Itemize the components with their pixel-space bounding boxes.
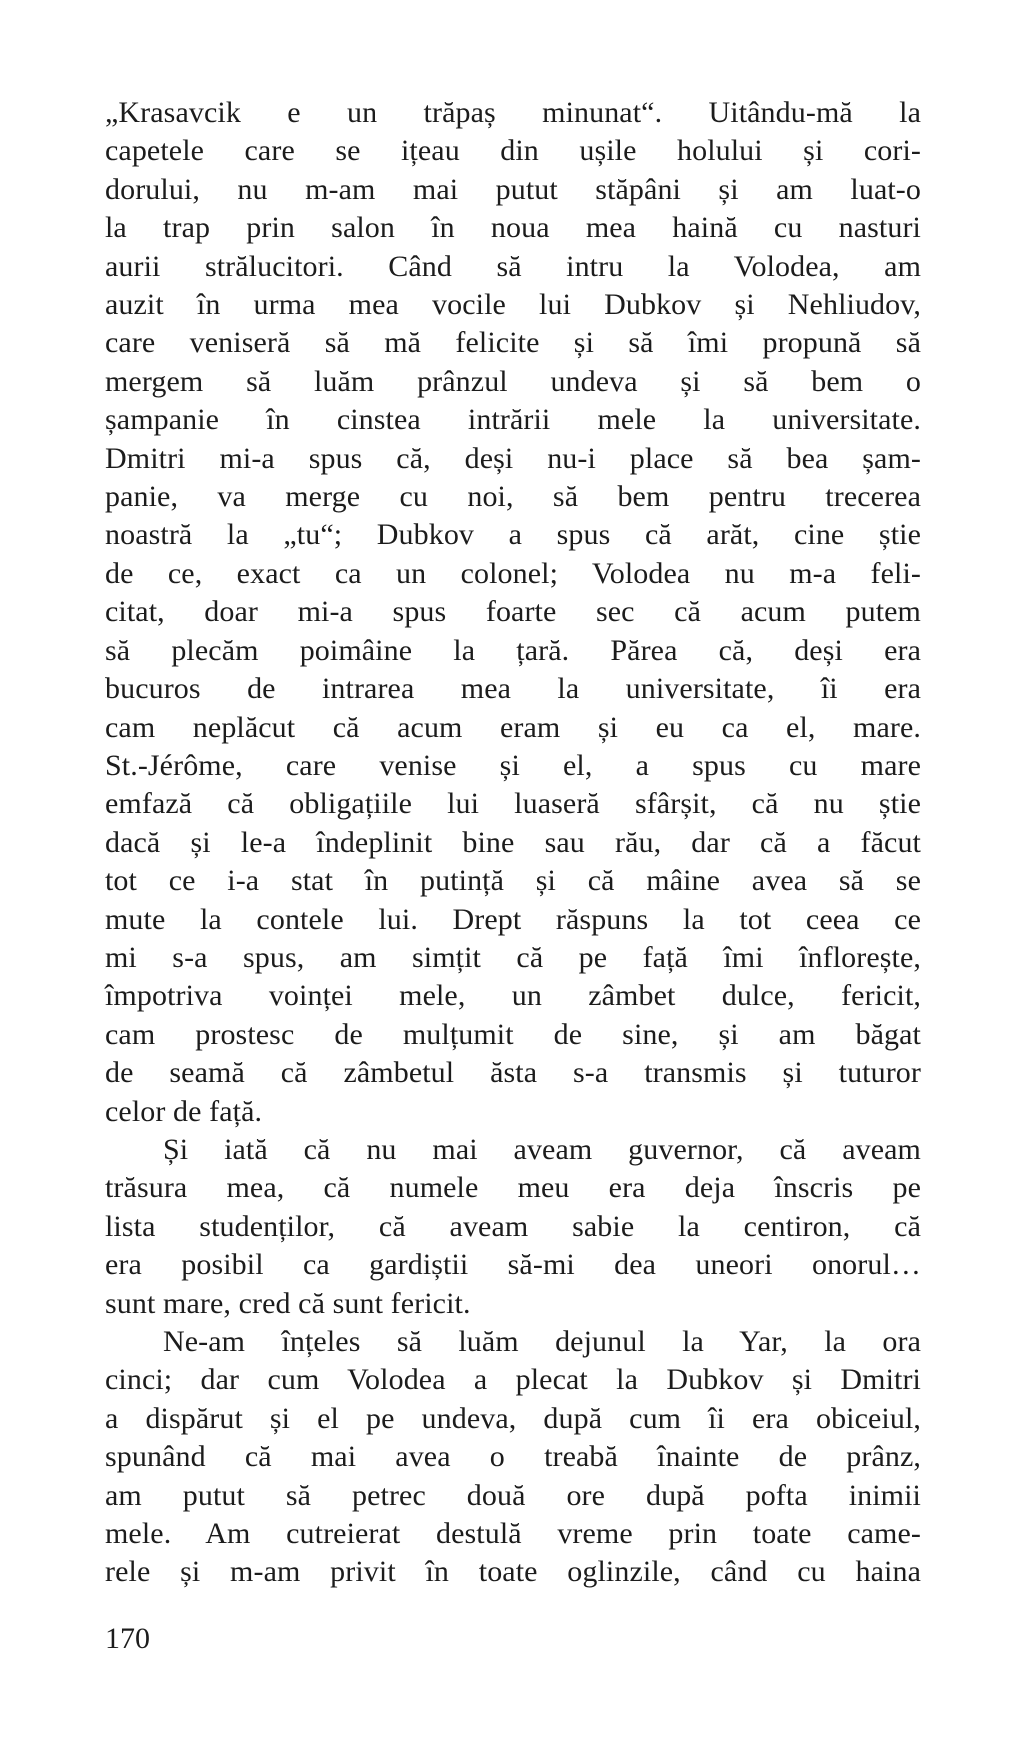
text-line: St.-Jérôme, care venise și el, a spus cu mare xyxy=(105,748,921,782)
text-line: dacă și le-a îndeplinit bine sau rău, dar că a făcut xyxy=(105,825,921,859)
text-line: sunt mare, cred că sunt fericit. xyxy=(105,1286,471,1320)
text-line: lista studenților, că aveam sabie la centiron, că xyxy=(105,1209,921,1243)
text-line: Dmitri mi-a spus că, deși nu-i place să bea șam- xyxy=(105,441,921,475)
text-line: emfază că obligațiile lui luaseră sfârșit, că nu știe xyxy=(105,787,921,821)
text-line: de ce, exact ca un colonel; Volodea nu m-a feli- xyxy=(105,556,921,590)
text-line: mele. Am cutreierat destulă vreme prin toate came- xyxy=(105,1517,921,1551)
text-line: șampanie în cinstea intrării mele la universitate. xyxy=(105,403,921,437)
text-line: mi s-a spus, am simțit că pe față îmi înflorește, xyxy=(105,940,921,974)
text-line: care veniseră să mă felicite și să îmi propună să xyxy=(105,326,921,360)
text-line: la trap prin salon în noua mea haină cu nasturi xyxy=(105,211,921,245)
text-line: bucuros de intrarea mea la universitate, îi era xyxy=(105,672,921,706)
text-line: era posibil ca gardiștii să-mi dea uneori onorul… xyxy=(105,1248,921,1282)
text-line: tot ce i-a stat în putință și că mâine avea să se xyxy=(105,864,921,898)
text-line: auzit în urma mea vocile lui Dubkov și Nehliudov, xyxy=(105,288,921,322)
text-line: mute la contele lui. Drept răspuns la tot ceea ce xyxy=(105,902,921,936)
text-line: am putut să petrec două ore după pofta inimii xyxy=(105,1478,921,1512)
text-line: „Krasavcik e un trăpaș minunat“. Uitându-mă la xyxy=(105,96,921,129)
text-line: panie, va merge cu noi, să bem pentru trecerea xyxy=(105,480,921,514)
text-line: noastră la „tu“; Dubkov a spus că arăt, cine știe xyxy=(105,518,921,552)
text-line: celor de față. xyxy=(105,1094,263,1128)
text-line: cam neplăcut că acum eram și eu ca el, mare. xyxy=(105,710,921,744)
text-line: aurii strălucitori. Când să intru la Volodea, am xyxy=(105,249,921,283)
text-line: citat, doar mi-a spus foarte sec că acum putem xyxy=(105,595,921,629)
text-line: cam prostesc de mulțumit de sine, și am băgat xyxy=(105,1017,921,1051)
text-line: să plecăm poimâine la țară. Părea că, deși era xyxy=(105,633,921,667)
text-line: împotriva voinței mele, un zâmbet dulce, fericit, xyxy=(105,979,921,1013)
page-text xyxy=(105,94,921,1592)
text-line: a dispărut și el pe undeva, după cum îi era obiceiul, xyxy=(105,1401,921,1435)
text-line: de seamă că zâmbetul ăsta s-a transmis și tuturor xyxy=(105,1056,921,1090)
text-line: mergem să luăm prânzul undeva și să bem o xyxy=(105,364,921,398)
text-line: cinci; dar cum Volodea a plecat la Dubkov și Dmitri xyxy=(105,1363,921,1397)
text-line: capetele care se ițeau din ușile holului și cori- xyxy=(105,134,921,168)
text-line: Ne-am înțeles să luăm dejunul la Yar, la ora xyxy=(163,1325,921,1358)
text-line: rele și m-am privit în toate oglinzile, când cu haina xyxy=(105,1555,921,1589)
text-line: Și iată că nu mai aveam guvernor, că aveam xyxy=(163,1132,921,1166)
text-line: dorului, nu m-am mai putut stăpâni și am luat-o xyxy=(105,172,921,206)
text-line: trăsura mea, că numele meu era deja înscris pe xyxy=(105,1171,921,1205)
text-line: spunând că mai avea o treabă înainte de prânz, xyxy=(105,1440,921,1474)
page-number: 170 xyxy=(105,1622,150,1655)
